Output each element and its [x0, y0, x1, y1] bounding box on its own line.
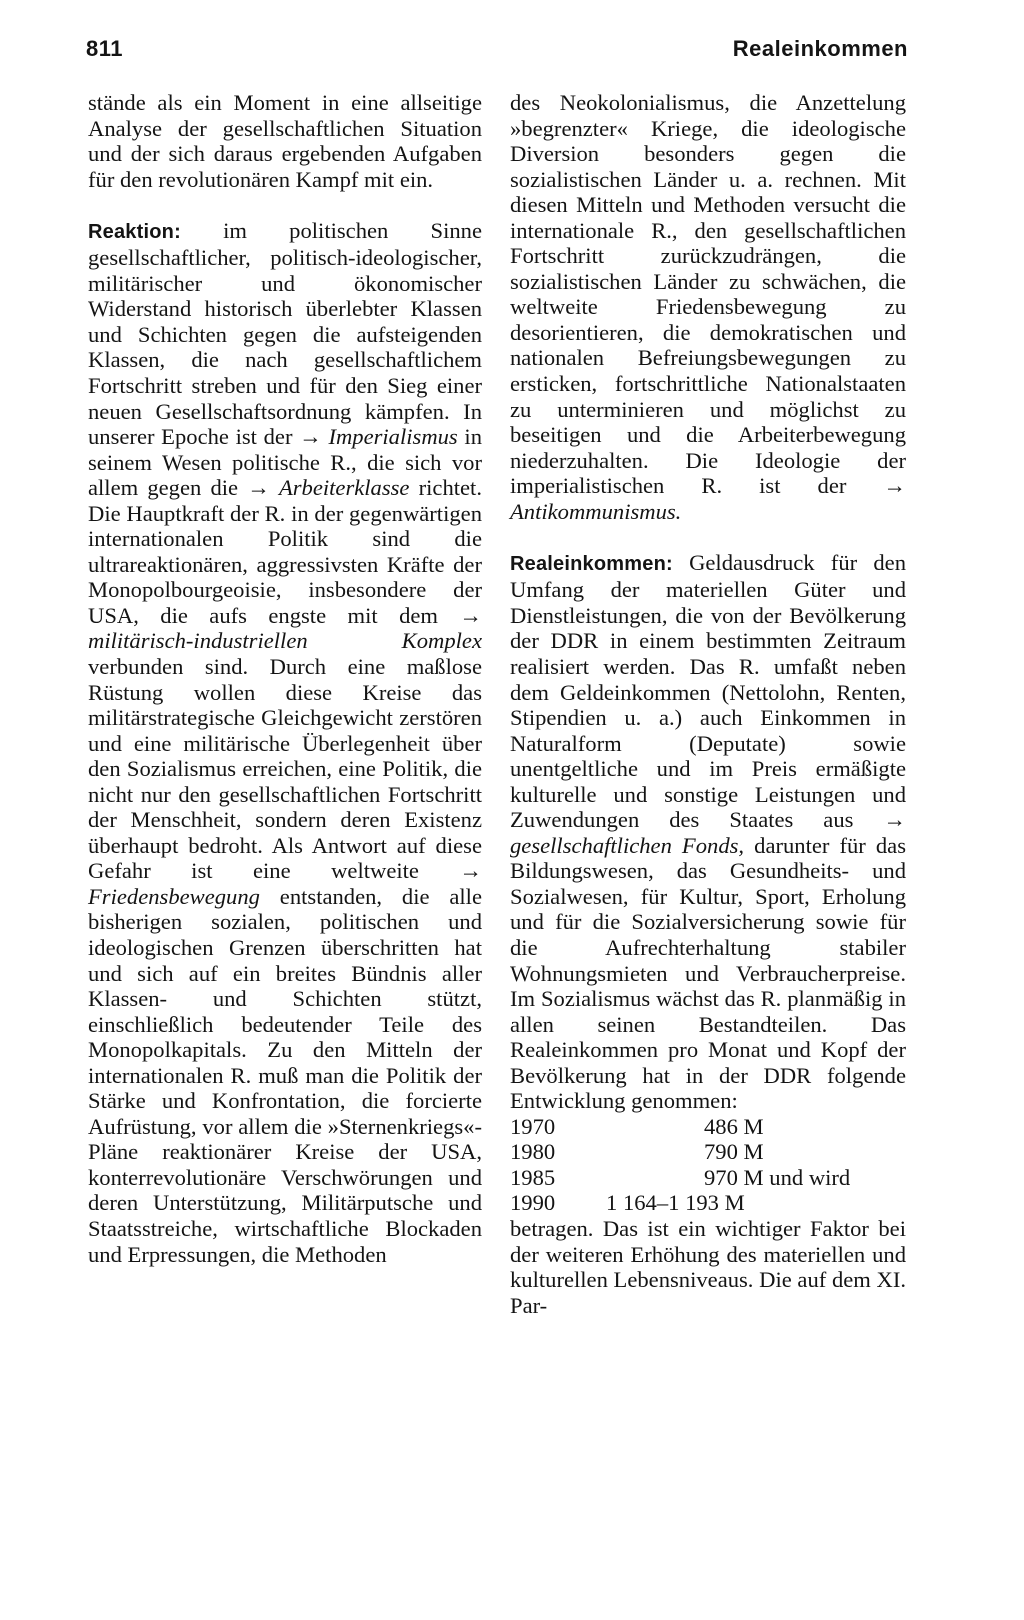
entry-text: darunter für das Bildungswesen, das Gesundheits- und Sozialwesen, für Kultur, Sport, Erholung und für die Sozialversicherung sowie für die Aufrechterhaltung stabiler Wohnungsmieten und Verbraucherpreise. Im Sozialismus wächst das R. planmäßig in allen seinen Bestandteilen. Das Realeinkommen pro Monat und Kopf der Bevölkerung hat in der DDR folgende Entwicklung genommen: [510, 832, 906, 1114]
entry-realeinkommen [510, 550, 906, 1114]
arrow-icon: → [459, 858, 482, 884]
arrow-icon: → [883, 473, 906, 499]
arrow-icon: → [299, 424, 322, 450]
cross-reference-imperialismus[interactable]: Imperialismus [328, 424, 458, 450]
table-row [510, 1114, 906, 1140]
table-row [510, 1165, 906, 1191]
entry-text: entstanden, die alle bisherigen sozialen, politischen und ideologischen Grenzen überschritten hat und sich auf ein breites Bündnis aller Klassen- und Schichten stützt, einschließlich bedeutender Teile des Monopolkapitals. Zu den Mitteln der internationalen R. muß man die Politik der Stärke und Konfrontation, die forcierte Aufrüstung, vor allem die »Sternenkriegs«-Pläne reaktionärer Kreise der USA, konterrevolutionäre Verschwörungen und deren Unterstützung, Militärputsche und Staatsstreiche, wirtschaftliche Blockaden und Erpressungen, die Methoden [88, 883, 482, 1267]
arrow-icon: → [459, 602, 482, 628]
entry-text: verbunden sind. Durch eine maßlose Rüstung wollen diese Kreise das militärstrategische Gleichgewicht zerstören und eine militärische Überlegenheit über den Sozialismus erreichen, eine Politik, die nicht nur den gesellschaftlichen Fortschritt der Menschheit, sondern deren Existenz überhaupt bedroht. Als Antwort auf diese Gefahr ist eine weltweite [88, 653, 482, 884]
left-column [88, 90, 482, 1267]
table-cell-value: 486 M [704, 1113, 764, 1139]
continuation-paragraph [510, 90, 906, 524]
right-column [510, 90, 906, 1318]
entry-text: des Neokolonialismus, die Anzettelung »begrenzter« Kriege, die ideologische Diversion besonders gegen die sozialistischen Länder u. a. rechnen. Mit diesen Mitteln und Methoden versucht die internationale R., den gesellschaftlichen Fortschritt zurückzudrängen, die sozialistischen Länder zu schwächen, die weltweite Friedensbewegung zu desorientieren, die demokratischen und nationalen Befreiungsbewegungen zu ersticken, fortschrittliche Nationalstaaten zu unterminieren und möglichst zu beseitigen und die Arbeiterbewegung niederzuhalten. Die Ideologie der imperialistischen R. ist der [510, 90, 906, 499]
paragraph-gap [88, 192, 482, 218]
entry-text: Geldausdruck für den Umfang der materiellen Güter und Dienstleistungen, die von der Bevölkerung der DDR in einem bestimmten Zeitraum realisiert werden. Das R. umfaßt neben dem Geldeinkommen (Nettolohn, Renten, Stipendien u. a.) auch Einkommen in Naturalform (Deputate) sowie unentgeltliche und im Preis ermäßigte kulturelle und sonstige Leistungen und Zuwendungen des Staates aus [510, 549, 906, 833]
cross-reference-friedensbewegung[interactable]: Friedensbewegung [88, 883, 260, 909]
paragraph-gap [510, 524, 906, 550]
arrow-icon: → [883, 807, 906, 833]
arrow-icon: → [247, 475, 270, 501]
lemma-realeinkommen: Realeinkommen: [510, 552, 673, 575]
running-title: Realeinkommen [732, 36, 908, 61]
cross-reference-antikommunismus[interactable]: Antikommunismus. [510, 498, 682, 524]
page-number: 811 [86, 36, 123, 61]
lemma-reaktion: Reaktion: [88, 220, 181, 243]
entry-continuation: betragen. Das ist ein wichtiger Faktor bei der weiteren Erhöhung des materiellen und kulturellen Lebensniveaus. Die auf dem XI. Par- [510, 1216, 906, 1318]
table-cell-year: 1990 [510, 1190, 556, 1216]
table-row [510, 1139, 906, 1165]
table-row [510, 1190, 906, 1216]
entry-reaktion [88, 218, 482, 1267]
cross-reference-arbeiterklasse[interactable]: Arbeiterklasse [278, 475, 410, 501]
table-cell-value: 970 M und wird [704, 1164, 851, 1190]
entry-text: im politischen Sinne gesellschaftlicher, politisch-ideologischer, militärischer und ökonomischer Widerstand historisch überlebter Klassen und Schichten gegen die aufsteigenden Klassen, die nach gesellschaftlichem Fortschritt streben und für den Sieg einer neuen Gesellschaftsordnung kämpfen. In unserer Epoche ist der [88, 217, 482, 450]
table-cell-year: 1970 [510, 1113, 556, 1139]
cross-reference-gesellschaftliche-fonds[interactable]: gesellschaftlichen Fonds, [510, 832, 745, 858]
table-cell-value: 790 M [704, 1139, 764, 1165]
table-cell-year: 1980 [510, 1139, 556, 1165]
table-cell-year: 1985 [510, 1164, 556, 1190]
entry-text: richtet. Die Hauptkraft der R. in der gegenwärtigen internationalen Politik sind die ultrareaktionären, aggressivsten Kräfte der Monopolbourgeoisie, insbesondere der USA, die aufs engste mit dem [88, 475, 482, 628]
entry-text: in seinem Wesen politische R., die sich vor allem gegen die [88, 424, 482, 501]
cross-reference-militaerisch-industrieller-komplex[interactable]: militärisch-industriellen Komplex [88, 628, 482, 654]
income-table [510, 1114, 906, 1216]
continuation-paragraph: stände als ein Moment in eine allseitige Analyse der gesellschaftlichen Situation und der sich daraus ergebenden Aufgaben für den revolutionären Kampf mit ein. [88, 90, 482, 192]
table-cell-value: 1 164–1 193 M [606, 1190, 745, 1216]
